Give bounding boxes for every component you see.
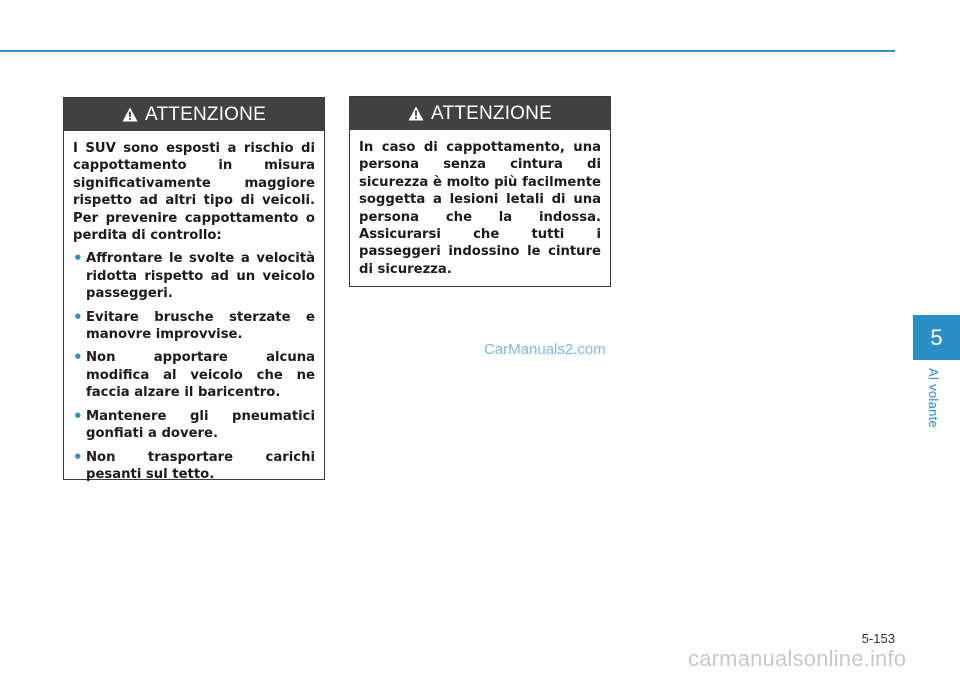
bullet-icon: • <box>73 249 83 268</box>
warning-intro: I SUV sono esposti a rischio di cappottamento in misura significativamente maggiore rispetto ad altri tipo di veicoli. Per prevenire cappottamento o perdita di controllo: <box>73 141 315 244</box>
warning-header <box>64 98 324 131</box>
list-item: • Mantenere gli pneumatici gonfiati a dovere. <box>73 406 315 442</box>
warning-body <box>350 130 610 288</box>
warning-bullet-list <box>73 250 315 483</box>
bullet-icon: • <box>73 406 83 425</box>
top-rule <box>0 50 895 52</box>
warning-triangle-icon <box>122 107 138 122</box>
warning-triangle-icon <box>408 106 424 121</box>
bullet-icon: • <box>73 348 83 367</box>
bullet-icon: • <box>73 307 83 326</box>
list-item: • Evitare brusche sterzate e manovre improvvise. <box>73 307 315 343</box>
footer-watermark: carmanualsonline.info <box>688 646 907 671</box>
warning-body <box>64 131 324 493</box>
chapter-label: Al volante <box>926 368 941 429</box>
warning-intro: In caso di cappottamento, una persona senza cintura di sicurezza è molto più facilmente soggetta a lesioni letali di una persona che la indossa. Assicurarsi che tutti i passeggeri indossino le cinture di sicurezza. <box>359 140 601 277</box>
warning-title: ATTENZIONE <box>145 103 266 125</box>
warning-box-rollover <box>63 97 325 480</box>
watermark-link[interactable]: CarManuals2.com <box>484 341 606 358</box>
warning-title: ATTENZIONE <box>431 102 552 124</box>
list-item: • Non apportare alcuna modifica al veicolo che ne faccia alzare il baricentro. <box>73 348 315 401</box>
warning-box-seatbelt <box>349 96 611 287</box>
chapter-tab: 5 <box>913 315 960 360</box>
list-item: • Non trasportare carichi pesanti sul tetto. <box>73 447 315 482</box>
page-number: 5-153 <box>861 631 895 646</box>
bullet-icon: • <box>73 447 83 466</box>
list-item: • Affrontare le svolte a velocità ridotta rispetto ad un veicolo passeggeri. <box>73 249 315 302</box>
warning-header <box>350 97 610 130</box>
